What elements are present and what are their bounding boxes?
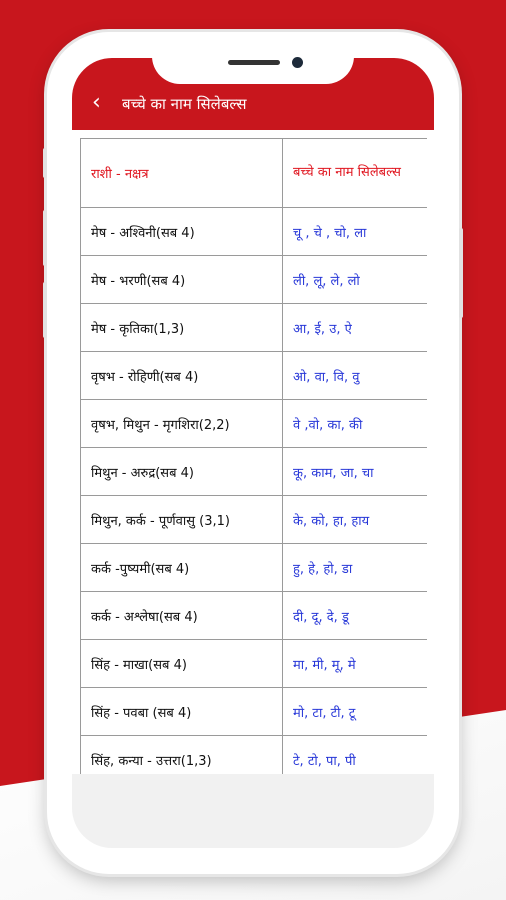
syllables-cell: हु, हे, हो, डा: [283, 544, 428, 592]
table-row: [81, 448, 428, 496]
phone-notch: [152, 46, 354, 84]
table-row: [81, 736, 428, 775]
syllables-table-container[interactable]: [80, 138, 427, 774]
syllables-table: [80, 138, 427, 774]
syllables-cell: दी, दू, दे, डू: [283, 592, 428, 640]
syllables-cell: मो, टा, टी, टू: [283, 688, 428, 736]
bottom-area: [72, 774, 434, 848]
rashi-nakshatra-cell: मिथुन, कर्क - पूर्णवासु (3,1): [81, 496, 283, 544]
rashi-nakshatra-cell: मेष - अश्विनी(सब 4): [81, 208, 283, 256]
rashi-nakshatra-cell: सिंह, कन्या - उत्तरा(1,3): [81, 736, 283, 775]
phone-side-button: [43, 282, 47, 338]
syllables-cell: चू , चे , चो, ला: [283, 208, 428, 256]
rashi-nakshatra-cell: मेष - कृतिका(1,3): [81, 304, 283, 352]
table-row: [81, 208, 428, 256]
rashi-nakshatra-cell: मिथुन - अरुद्र(सब 4): [81, 448, 283, 496]
syllables-cell: ली, लू, ले, लो: [283, 256, 428, 304]
table-row: [81, 544, 428, 592]
front-camera: [292, 57, 303, 68]
table-header-row: [81, 139, 428, 208]
rashi-nakshatra-cell: मेष - भरणी(सब 4): [81, 256, 283, 304]
rashi-nakshatra-cell: वृषभ, मिथुन - मृगशिरा(2,2): [81, 400, 283, 448]
page-title: बच्चे का नाम सिलेबल्स: [122, 95, 247, 113]
table-row: [81, 592, 428, 640]
syllables-cell: के, को, हा, हाय: [283, 496, 428, 544]
back-button[interactable]: ‹: [92, 90, 101, 115]
header-baby-name-syllables: बच्चे का नाम सिलेबल्स: [283, 139, 428, 208]
table-row: [81, 304, 428, 352]
table-row: [81, 640, 428, 688]
syllables-cell: टे, टो, पा, पी: [283, 736, 428, 775]
phone-screen: [72, 58, 434, 848]
rashi-nakshatra-cell: कर्क - अश्लेषा(सब 4): [81, 592, 283, 640]
table-row: [81, 496, 428, 544]
table-row: [81, 352, 428, 400]
table-row: [81, 256, 428, 304]
table-row: [81, 688, 428, 736]
syllables-cell: वे ,वो, का, की: [283, 400, 428, 448]
syllables-cell: कू, काम, जा, चा: [283, 448, 428, 496]
phone-side-button: [43, 148, 47, 178]
syllables-cell: ओ, वा, वि, वु: [283, 352, 428, 400]
rashi-nakshatra-cell: सिंह - पवबा (सब 4): [81, 688, 283, 736]
speaker-grille: [228, 60, 280, 65]
header-rashi-nakshatra: राशी - नक्षत्र: [81, 139, 283, 208]
rashi-nakshatra-cell: सिंह - माखा(सब 4): [81, 640, 283, 688]
rashi-nakshatra-cell: कर्क -पुष्यमी(सब 4): [81, 544, 283, 592]
rashi-nakshatra-cell: वृषभ - रोहिणी(सब 4): [81, 352, 283, 400]
phone-side-button: [43, 210, 47, 266]
syllables-cell: मा, मी, मू, मे: [283, 640, 428, 688]
syllables-cell: आ, ई, उ, ऐ: [283, 304, 428, 352]
phone-side-button: [459, 228, 463, 318]
table-row: [81, 400, 428, 448]
